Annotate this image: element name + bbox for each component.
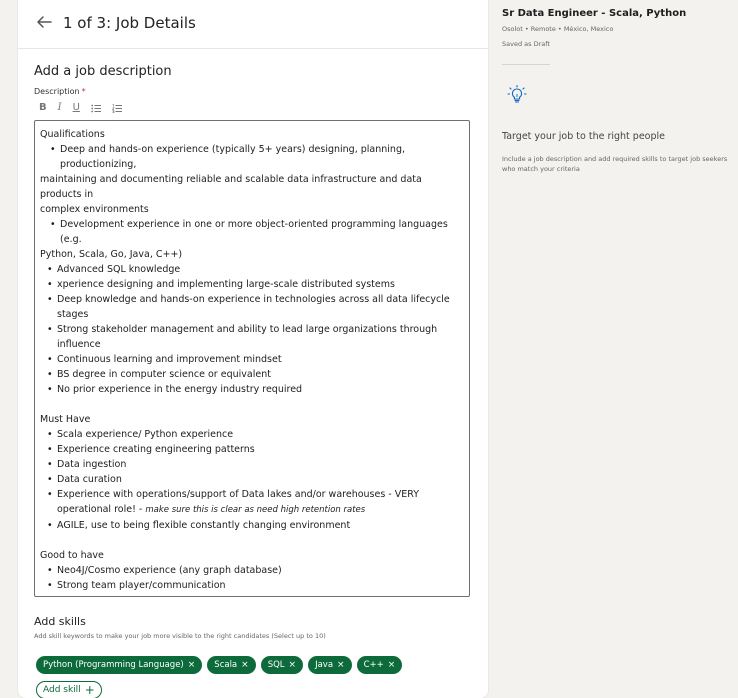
numbered-list-button[interactable] (112, 104, 122, 113)
description-editor[interactable] (34, 120, 470, 597)
list-item: • BS degree in computer science or equivalent (47, 369, 271, 380)
skill-chip-label: Python (Programming Language) (43, 660, 184, 670)
list-item-text: Experience creating engineering patterns (57, 444, 255, 455)
list-item: • Experience with operations/support of Data lakes and/or warehouses - VERY operational role! - make sure this is clear as need high retention rates (47, 489, 420, 515)
qualifications-heading: Qualifications (40, 129, 105, 140)
draft-status: Saved as Draft (502, 40, 550, 48)
lightbulb-icon (506, 84, 528, 106)
skills-title: Add skills (34, 615, 86, 628)
list-item: • Experience creating engineering patterns (47, 444, 255, 455)
qualifications-list-top (40, 142, 459, 172)
list-item-text: Continuous learning and improvement mindset (57, 354, 282, 365)
list-item-text: Scala experience/ Python experience (57, 429, 234, 440)
continuation-text: maintaining and documenting reliable and scalable data infrastructure and data products in (40, 174, 422, 200)
tip-title: Target your job to the right people (502, 131, 666, 142)
skill-chip-scala[interactable] (207, 656, 255, 674)
list-item-text: BS degree in computer science or equivalent (57, 369, 271, 380)
skill-chip-cpp[interactable] (357, 656, 403, 674)
skill-chip-label: Scala (214, 660, 238, 670)
description-section-title: Add a job description (34, 64, 172, 79)
job-title: Sr Data Engineer - Scala, Python (502, 8, 687, 19)
add-skill-label: Add skill (43, 685, 81, 695)
skill-chip-sql[interactable] (261, 656, 303, 674)
list-item: • Scala experience/ Python experience (47, 429, 234, 440)
emphasis-text: make sure this is clear as need high retention rates (145, 505, 366, 515)
list-item-text: No prior experience in the energy industry required (57, 384, 303, 395)
skill-chips (36, 656, 407, 674)
job-preview-sidebar (500, 0, 738, 698)
list-item-text: AGILE, use to being flexible constantly changing environment (57, 520, 351, 531)
skill-chip-label: C++ (363, 660, 384, 670)
page-title: 1 of 3: Job Details (63, 14, 196, 32)
list-item: • Data ingestion (47, 459, 127, 470)
numbered-list-icon (112, 104, 122, 113)
required-asterisk: * (81, 87, 86, 96)
bulleted-list-button[interactable] (91, 104, 101, 113)
divider (502, 64, 550, 65)
skill-chip-python[interactable] (36, 656, 202, 674)
plus-icon: + (84, 683, 95, 697)
list-item-text: Advanced SQL knowledge (57, 264, 181, 275)
list-item: • Continuous learning and improvement mindset (47, 354, 282, 365)
list-item-text: Data curation (57, 474, 122, 485)
good-to-have-heading: Good to have (40, 550, 104, 561)
good-to-have-list (40, 563, 459, 593)
remove-icon[interactable]: × (187, 660, 196, 670)
list-item-text: Experience with operations/support of Data lakes and/or warehouses - VERY operational role! - (57, 489, 420, 515)
list-item-text: Strong stakeholder management and ability to lead large organizations through influence (57, 324, 438, 350)
list-item: • No prior experience in the energy industry required (47, 384, 303, 395)
list-item: • Data curation (47, 474, 122, 485)
list-item: • Neo4J/Cosmo experience (any graph database) (47, 565, 282, 576)
formatting-toolbar (39, 101, 133, 115)
list-item: • Strong stakeholder management and ability to lead large organizations through influence (47, 324, 438, 350)
skill-chip-java[interactable] (308, 656, 352, 674)
list-item-text: xperience designing and implementing large-scale distributed systems (57, 279, 395, 290)
qualifications-list-mid (40, 217, 459, 247)
bold-button[interactable]: B (39, 102, 47, 113)
skill-chip-label: SQL (267, 660, 285, 670)
list-item-text: Neo4J/Cosmo experience (any graph database) (57, 565, 282, 576)
list-item: • Strong team player/communication (47, 580, 226, 591)
continuation-text: Python, Scala, Go, Java, C++) (40, 249, 183, 260)
description-label (34, 87, 86, 96)
job-meta: Osolot • Remote • México, Mexico (502, 25, 614, 33)
bulleted-list-icon (91, 104, 101, 113)
remove-icon[interactable]: × (387, 660, 396, 670)
underline-button[interactable]: U (72, 102, 80, 113)
card-header (18, 0, 488, 49)
must-have-list (40, 427, 459, 533)
add-skill-button[interactable] (36, 681, 102, 698)
list-item-text: Data ingestion (57, 459, 127, 470)
list-item: • xperience designing and implementing large-scale distributed systems (47, 279, 395, 290)
list-item-text: Deep and hands-on experience (typically 5+ years) designing, planning, productionizing, (60, 144, 405, 170)
remove-icon[interactable]: × (241, 660, 249, 670)
italic-button[interactable]: I (57, 102, 62, 113)
job-details-card (18, 0, 488, 698)
description-label-text: Description (34, 87, 80, 96)
must-have-heading: Must Have (40, 414, 91, 425)
remove-icon[interactable]: × (337, 660, 345, 670)
list-item: • Advanced SQL knowledge (47, 264, 181, 275)
list-item: • Deep knowledge and hands-on experience in technologies across all data lifecycle stages (47, 294, 450, 320)
list-item-text: Deep knowledge and hands-on experience in technologies across all data lifecycle stages (57, 294, 450, 320)
tip-text: Include a job description and add required skills to target job seekers who match your criteria (502, 155, 728, 173)
skills-hint: Add skill keywords to make your job more visible to the right candidates (Select up to 10) (34, 632, 326, 640)
qualifications-list (40, 262, 459, 397)
list-item-text: Strong team player/communication (57, 580, 226, 591)
skill-chip-label: Java (315, 660, 334, 670)
list-item: • Development experience in one or more object-oriented programming languages (e.g. (50, 219, 448, 245)
remove-icon[interactable]: × (288, 660, 297, 670)
list-item: • Deep and hands-on experience (typically 5+ years) designing, planning, productionizing, (50, 144, 405, 170)
list-item: • AGILE, use to being flexible constantly changing environment (47, 520, 351, 531)
continuation-text: complex environments (40, 204, 149, 215)
arrow-left-icon[interactable] (35, 13, 53, 31)
list-item-text: Development experience in one or more object-oriented programming languages (e.g. (60, 219, 448, 245)
